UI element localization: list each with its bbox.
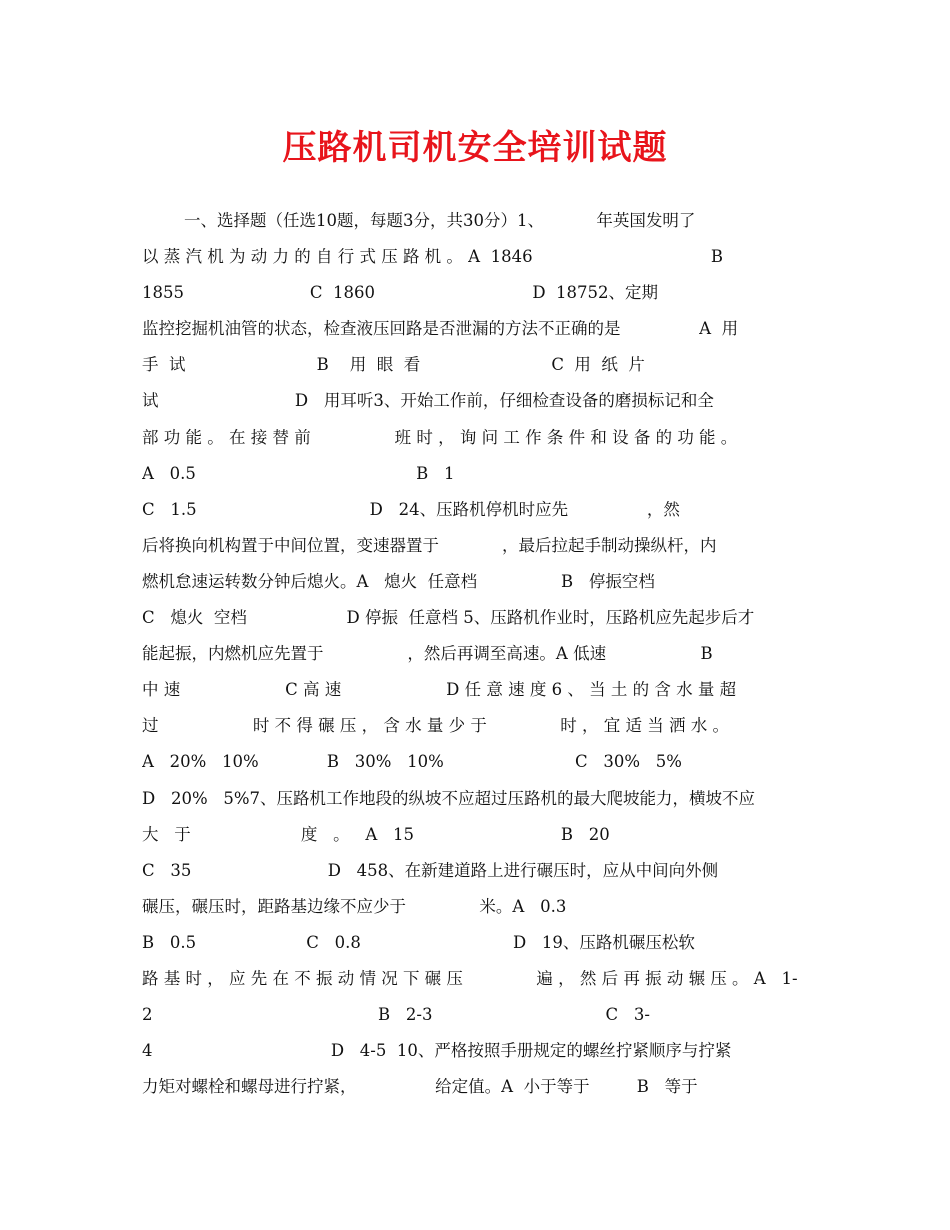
text-line: D 20% 5%7、压路机工作地段的纵坡不应超过压路机的最大爬坡能力，横坡不应 bbox=[142, 788, 756, 808]
text-line: 力矩对螺栓和螺母进行拧紧， 给定值。A 小于等于 B 等于 bbox=[142, 1077, 698, 1097]
document-title: 压路机司机安全培训试题 bbox=[282, 128, 668, 168]
text-line: 大 于 度 。 A 15 B 20 bbox=[142, 824, 610, 844]
text-line: 能起振，内燃机应先置于 ，然后再调至高速。A 低速 B bbox=[142, 644, 713, 664]
text-line: 部 功 能 。 在 接 替 前 班 时 ， 询 问 工 作 条 件 和 设 备 的 功 能 。 bbox=[142, 427, 738, 447]
text-line: 2 B 2-3 C 3- bbox=[142, 1005, 650, 1025]
text-line: 燃机怠速运转数分钟后熄火。A 熄火 任意档 B 停振空档 bbox=[142, 571, 655, 591]
exam-body bbox=[142, 203, 812, 1105]
text-line: 4 D 4-5 10、严格按照手册规定的螺丝拧紧顺序与拧紧 bbox=[142, 1041, 732, 1061]
text-line: 手 试 B 用 眼 看 C 用 纸 片 bbox=[142, 355, 645, 375]
text-line: 后将换向机构置于中间位置，变速器置于 ，最后拉起手制动操纵杆，内 bbox=[142, 535, 717, 555]
text-line: A 0.5 B 1 bbox=[142, 463, 455, 483]
text-line: 路 基 时 ， 应 先 在 不 振 动 情 况 下 碾 压 遍 ， 然 后 再 振 动 辗 压 。 A 1- bbox=[142, 968, 798, 988]
text-line: 过 时 不 得 碾 压 ， 含 水 量 少 于 时 ， 宜 适 当 洒 水 。 bbox=[142, 716, 729, 736]
text-line: 监控挖掘机油管的状态，检查液压回路是否泄漏的方法不正确的是 A 用 bbox=[142, 319, 739, 339]
text-line: 中 速 C 高 速 D 任 意 速 度 6 、 当 土 的 含 水 量 超 bbox=[142, 680, 737, 700]
text-line: A 20% 10% B 30% 10% C 30% 5% bbox=[142, 752, 682, 772]
text-line: 1855 C 1860 D 18752、定期 bbox=[142, 283, 659, 303]
text-line: 以 蒸 汽 机 为 动 力 的 自 行 式 压 路 机 。 A 1846 B bbox=[142, 247, 724, 267]
text-line: 一、选择题（任选10题，每题3分，共30分）1、 年英国发明了 bbox=[142, 211, 696, 230]
text-line: 试 D 用耳听3、开始工作前，仔细检查设备的磨损标记和全 bbox=[142, 391, 714, 411]
text-line: C 35 D 458、在新建道路上进行碾压时，应从中间向外侧 bbox=[142, 860, 719, 880]
text-line: 碾压，碾压时，距路基边缘不应少于 米。A 0.3 bbox=[142, 896, 567, 916]
text-line: B 0.5 C 0.8 D 19、压路机碾压松软 bbox=[142, 932, 695, 952]
text-line: C 1.5 D 24、压路机停机时应先 ，然 bbox=[142, 499, 680, 519]
text-line: C 熄火 空档 D 停振 任意档 5、压路机作业时，压路机应先起步后才 bbox=[142, 608, 755, 628]
